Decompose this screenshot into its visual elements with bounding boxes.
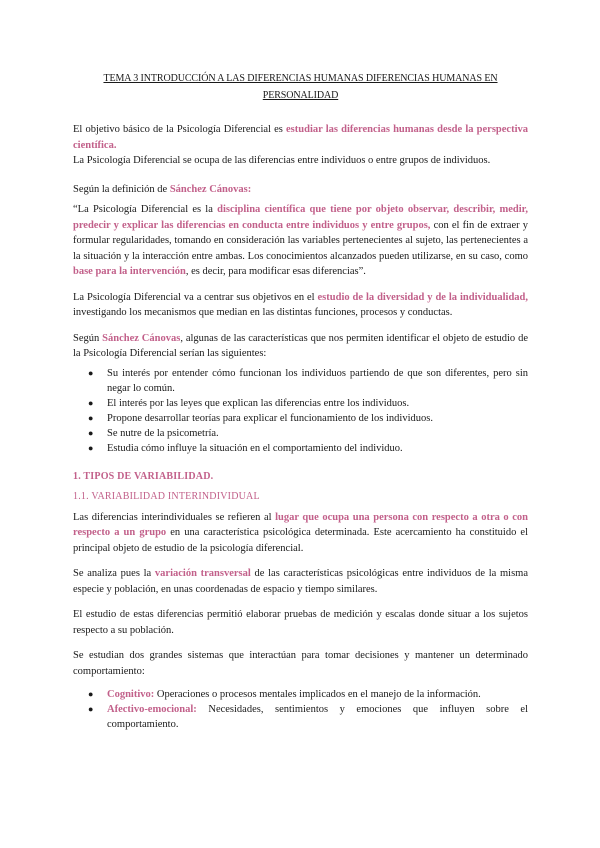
text: Según [73,332,103,344]
highlight-text: variación transversal [154,568,251,579]
list-item: ● Su interés por entender cómo funcionan los individuos partiendo de que son diferentes, pero sin negar lo común. [88,367,528,394]
list-item: ● Estudia cómo influye la situación en el comportamiento del individuo. [88,442,403,454]
paragraph-definition-intro [73,182,528,198]
text: con el fin de extraer y formular regularidades, tomando en consideración las variables pertenecientes al sujeto, las pertenecientes a la situación y la interacción entre ambas. Los conocimientos alcanzados pueden utilizarse, en su caso, como [73,219,528,262]
text: de las características psicológicas entre individuos de la misma especie y población, en unas coordenadas de espacio y tiempo similares. [73,568,528,595]
paragraph-objective [73,122,528,169]
paragraph-transversal [73,566,528,597]
text: , es decir, para modificar esas diferencias”. [185,266,366,277]
paragraph-measurement: El estudio de estas diferencias permitió elaborar pruebas de medición y escalas donde situar a los sujetos respecto a su población. [73,609,528,636]
highlight-text: Sánchez Cánovas: [169,183,252,195]
paragraph-interindividual [73,510,528,557]
bullet-icon: ● [88,442,94,453]
subsection-heading: 1.1. VARIABILIDAD INTERINDIVIDUAL [73,491,260,502]
bullet-icon: ● [88,427,94,438]
highlight-text: lugar que ocupa una persona con respecto a otra o con respecto a un grupo [73,511,528,538]
document-page [73,66,528,732]
list-item: ● Afectivo-emocional: Necesidades, sentimientos y emociones que influyen sobre el comportamiento. [88,704,528,730]
document-title: TEMA 3 INTRODUCCIÓN A LAS DIFERENCIAS HUMANAS DIFERENCIAS HUMANAS EN PERSONALIDAD [103,73,498,101]
highlight-text: disciplina científica que tiene por objeto observar, describir, medir, predecir y explicar las diferencias en conducta entre individuos y entre grupos, [73,204,528,231]
highlight-text: Sánchez Cánovas [102,332,181,344]
bullet-icon: ● [88,704,94,714]
list-item: ● Propone desarrollar teorías para explicar el funcionamiento de los individuos. [88,412,433,424]
text: en una característica psicológica determinada. Este acercamiento ha constituido el principal objeto de estudio de la psicología diferencial. [73,527,528,554]
text: Las diferencias interindividuales se refieren al [73,511,276,523]
text: “La Psicología Diferencial es la [73,204,218,215]
paragraph-systems: Se estudian dos grandes sistemas que interactúan para tomar decisiones y mantener un determinado comportamiento: [73,650,528,677]
list-item: ● Cognitivo: Operaciones o procesos mentales implicados en el manejo de la información. [88,689,481,700]
text: , algunas de las características que nos permiten identificar el objeto de estudio de la Psicología Diferencial serían las siguientes: [73,332,528,359]
highlight-text: estudiar las diferencias humanas desde la perspectiva científica. [73,124,528,151]
text: Se analiza pues la [73,568,155,579]
text: Según la definición de [73,183,170,195]
section-heading: 1. TIPOS DE VARIABILIDAD. [73,470,214,482]
paragraph-objectives [73,290,528,321]
bullet-icon: ● [88,397,94,408]
paragraph-characteristics-intro [73,331,528,362]
characteristics-list [73,366,528,456]
systems-list [73,687,528,732]
bullet-icon: ● [88,689,94,699]
list-item: ● Se nutre de la psicometría. [88,427,219,439]
paragraph-definition-quote [73,202,528,280]
list-item: ● El interés por las leyes que explican las diferencias entre los individuos. [88,397,410,409]
text: La Psicología Diferencial se ocupa de las diferencias entre individuos o entre grupos de individuos. [73,155,491,166]
highlight-text: estudio de la diversidad y de la individualidad, [317,291,528,303]
text: El objetivo básico de la Psicología Diferencial es [73,124,287,135]
text: investigando los mecanismos que median en las distintas funciones, procesos y conductas. [73,307,453,318]
highlight-text: base para la intervención [73,266,186,277]
bullet-icon: ● [88,412,94,423]
bullet-icon: ● [88,367,94,378]
text: La Psicología Diferencial va a centrar sus objetivos en el [73,291,318,303]
